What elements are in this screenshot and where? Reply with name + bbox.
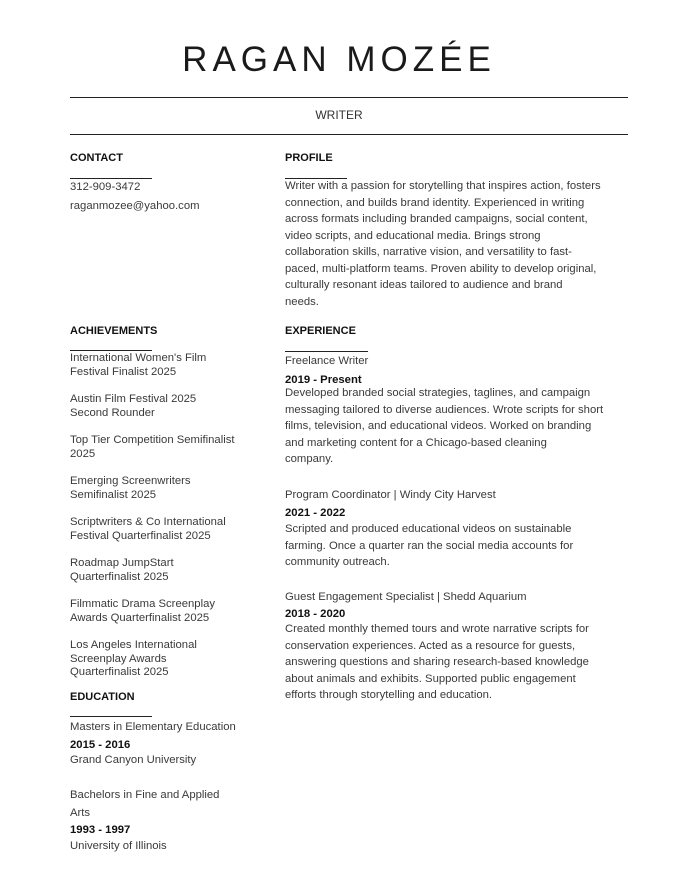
achievement-item: [70, 639, 260, 680]
education-heading: EDUCATION: [70, 691, 135, 703]
job-years: 2018 - 2020: [285, 608, 346, 620]
contact-heading: CONTACT: [70, 152, 123, 164]
job-years: 2021 - 2022: [285, 507, 346, 519]
education-degree-cont: Arts: [70, 807, 91, 819]
job-title: Program Coordinator | Windy City Harvest: [285, 489, 496, 501]
achievement-line: Quarterfinalist 2025: [70, 666, 169, 679]
job-title: Freelance Writer: [285, 355, 369, 367]
header-top-divider: [70, 97, 628, 98]
education-years: 2015 - 2016: [70, 739, 131, 751]
education-school: Grand Canyon University: [70, 754, 197, 766]
job-description-line: about animals and exhibits. Supported public engagement: [285, 672, 576, 685]
achievement-line: Los Angeles International: [70, 639, 197, 651]
achievement-line: Festival Finalist 2025: [70, 365, 177, 378]
achievement-item: [70, 393, 260, 420]
profile-line: collaboration skills, narrative vision, and versatility to fast-: [285, 246, 572, 258]
job-description: [285, 521, 635, 571]
profile-line: Writer with a passion for storytelling that inspires action, fosters: [285, 180, 601, 192]
profile-line: across formats including branded campaigns, social content,: [285, 213, 588, 225]
achievement-line: Emerging Screenwriters: [70, 475, 191, 487]
achievements-underline: [70, 350, 152, 351]
achievement-line: Awards Quarterfinalist 2025: [70, 611, 210, 624]
job-description-line: Developed branded social strategies, taglines, and campaign: [285, 387, 591, 399]
achievement-line: Austin Film Festival 2025: [70, 393, 197, 405]
achievement-line: 2025: [70, 447, 96, 460]
achievement-item: [70, 475, 260, 502]
achievement-line: Top Tier Competition Semifinalist: [70, 434, 235, 446]
achievement-item: [70, 434, 260, 461]
achievement-line: Filmmatic Drama Screenplay: [70, 598, 216, 610]
job-description-line: Scripted and produced educational videos on sustainable: [285, 523, 572, 535]
contact-email: raganmozee@yahoo.com: [70, 200, 200, 212]
job-title: Guest Engagement Specialist | Shedd Aquarium: [285, 591, 527, 603]
achievement-line: Second Rounder: [70, 406, 155, 419]
achievement-item: [70, 516, 260, 543]
education-school: University of Illinois: [70, 840, 167, 852]
job-description-line: company.: [285, 453, 334, 465]
profile-line: video scripts, and educational media. Brings strong: [285, 229, 541, 242]
job-description-line: conservation experiences. Acted as a resource for guests,: [285, 639, 576, 652]
profile-line: paced, multi-platform teams. Proven ability to develop original,: [285, 262, 597, 275]
job-description-line: community outreach.: [285, 556, 390, 568]
achievement-item: [70, 352, 260, 379]
job-description-line: messaging tailored to diverse audiences. Wrote scripts for short: [285, 403, 604, 416]
achievement-line: Scriptwriters & Co International: [70, 516, 226, 528]
achievement-line: Roadmap JumpStart: [70, 557, 174, 569]
education-degree: Masters in Elementary Education: [70, 721, 236, 733]
achievement-item: [70, 598, 260, 625]
achievement-line: International Women's Film: [70, 352, 207, 364]
profile-heading: PROFILE: [285, 152, 333, 164]
resume-name: RAGAN MOZÉE: [182, 40, 496, 79]
contact-underline: [70, 178, 152, 179]
header-bottom-divider: [70, 134, 628, 135]
profile-text: [285, 178, 635, 310]
job-description: [285, 621, 635, 704]
education-years: 1993 - 1997: [70, 824, 131, 836]
achievement-line: Semifinalist 2025: [70, 488, 157, 501]
achievements-heading: ACHIEVEMENTS: [70, 325, 158, 337]
profile-line: culturally resonant ideas tailored to audience and brand: [285, 279, 563, 291]
job-description-line: Created monthly themed tours and wrote narrative scripts for: [285, 623, 589, 635]
job-description-line: farming. Once a quarter ran the social media accounts for: [285, 539, 574, 552]
achievement-item: [70, 557, 260, 584]
resume-role: WRITER: [315, 108, 363, 122]
profile-line: connection, and builds brand identity. Experienced in writing: [285, 196, 585, 209]
education-degree: Bachelors in Fine and Applied: [70, 789, 220, 801]
achievement-line: Festival Quarterfinalist 2025: [70, 529, 211, 542]
experience-underline: [285, 351, 368, 352]
job-description: [285, 385, 635, 468]
job-description-line: films, television, and educational videos. Worked on branding: [285, 420, 592, 432]
contact-phone: 312-909-3472: [70, 181, 141, 193]
job-description-line: efforts through storytelling and education.: [285, 689, 493, 701]
job-description-line: and marketing content for a Chicago-based cleaning: [285, 436, 547, 449]
experience-heading: EXPERIENCE: [285, 325, 356, 337]
job-years: 2019 - Present: [285, 374, 362, 386]
achievement-line: Screenplay Awards: [70, 652, 167, 665]
profile-line: needs.: [285, 295, 319, 308]
job-description-line: answering questions and sharing research-based knowledge: [285, 656, 589, 668]
achievement-line: Quarterfinalist 2025: [70, 570, 169, 583]
education-underline: [70, 716, 152, 717]
